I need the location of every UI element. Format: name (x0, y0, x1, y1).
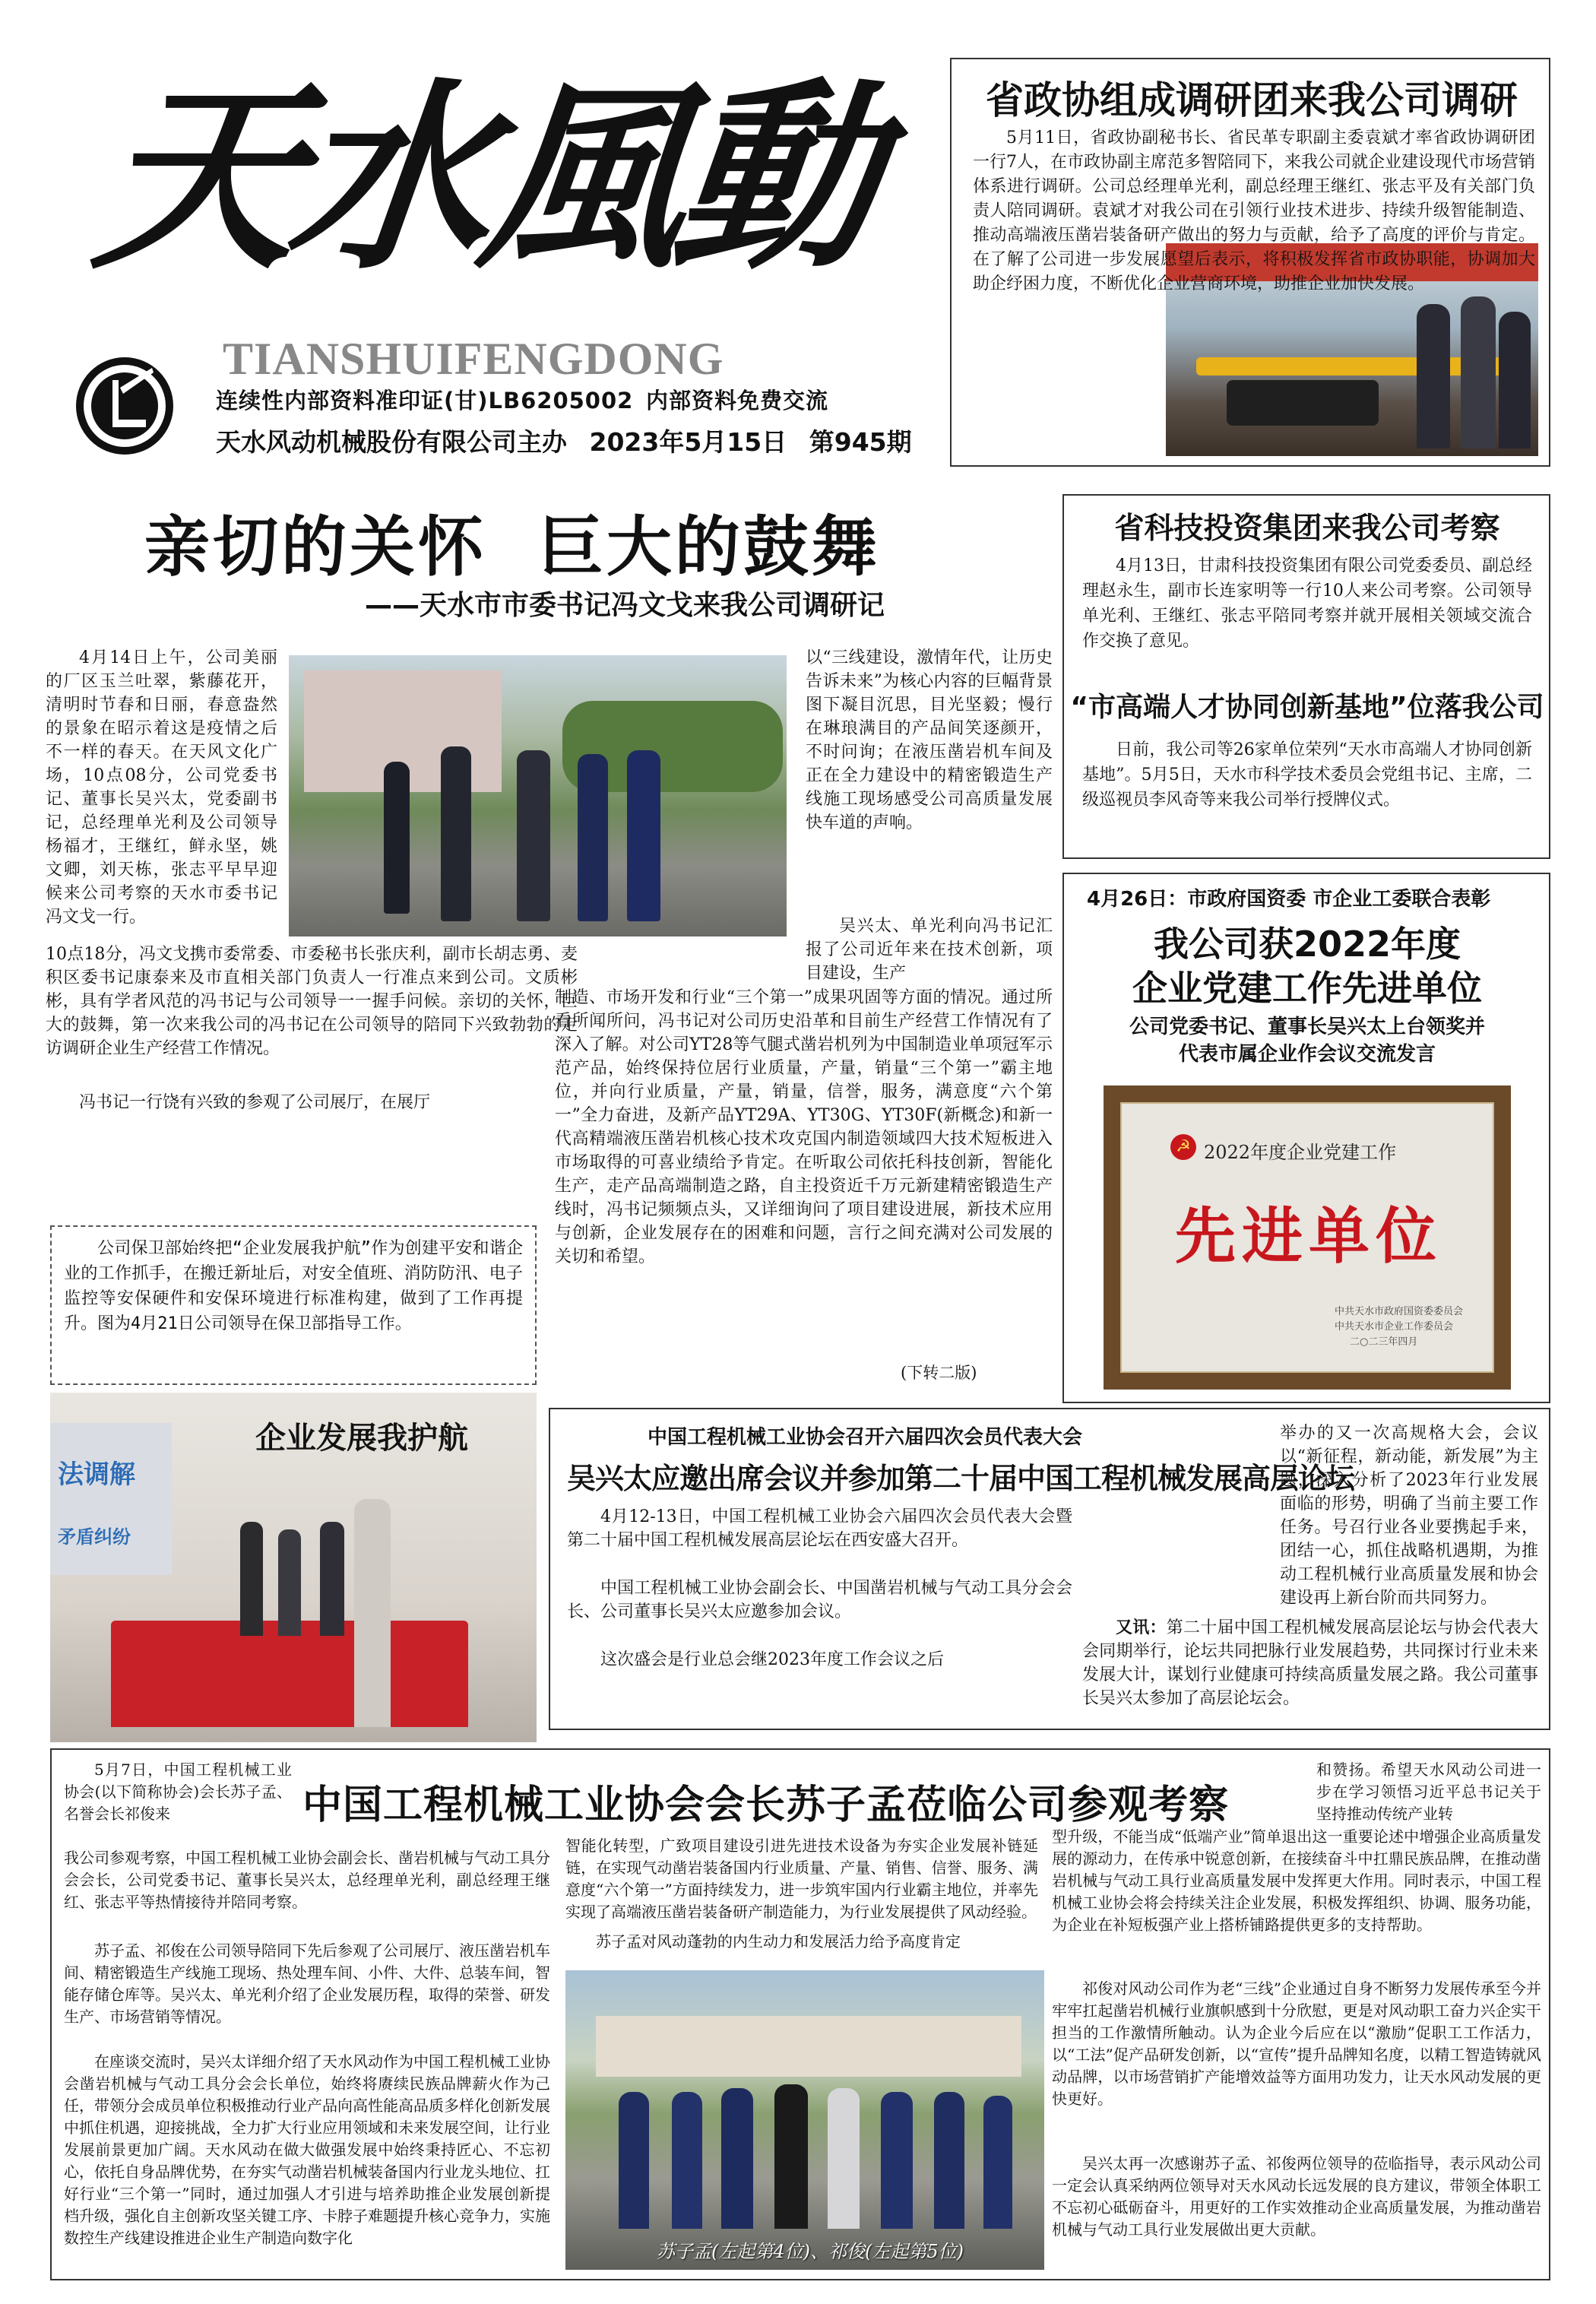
article-second-title: “市高端人才协同创新基地”位落我公司 (1070, 692, 1544, 723)
wall-sign-text-2: 矛盾纠纷 (58, 1526, 131, 1548)
logo-mark-icon (76, 357, 173, 455)
masthead-publisher: 天水风动机械股份有限公司主办 (216, 427, 567, 457)
col3-paragraph-b: 祁俊对风动公司作为老“三线”企业通过自身不断努力发展传承至今并牢牢扛起凿岩机械行业旗帜感到十分欣慰，更是对风动职工奋力兴企实干担当的工作激情所触动。认为企业今后应在以“激励”促职工工作活力，以“工法”促产品研发创新，以“宣传”提升品牌知名度，以精工智造铸就风动品牌，以市场营销扩产能增效益等方面用功发力，让天水风动发展的更快更好。 (1052, 1979, 1541, 2108)
lead-headline: 亲切的关怀 巨大的鼓舞 (144, 509, 880, 585)
award-kicker: 4月26日：市政府国资委 市企业工委联合表彰 (1087, 888, 1491, 911)
lead-right-column-mid: 吴兴太、单光利向冯书记汇报了公司近年来在技术创新，项目建设，生产 (806, 917, 1053, 983)
col1-paragraph-c: 在座谈交流时，吴兴太详细介绍了天水风动作为中国工程机械工业协会凿岩机械与气动工具分会会长单位，始终将赓续民族品牌薪火作为己任，带领分会成员单位积极推动行业产品向高性能高品质多样化创新发展中抓住机遇，迎接挑战，全力扩大行业应用领域和未来发展空间，让行业发展前景更加广阔。天水风动在做大做强发展中始终秉持匠心、不忘初心，依托自身品牌优势，在夯实气动凿岩机械装备国内行业龙头地位、扛好行业“三个第一”同时，通过加强人才引进与培养助推企业发展创新提档升级，强化自主创新攻坚关键工序、卡脖子难题提升核心竞争力，实施数控生产线建设推进企业生产制造向数字化 (64, 2052, 550, 2247)
col1-paragraph-a: 我公司参观考察，中国工程机械工业协会副会长、凿岩机械与气动工具分会会长，公司党委书记、董事长吴兴太，总经理单光利，副总经理王继红、张志平等热情接待并陪同考察。 (64, 1849, 550, 1911)
masthead-permit: 连续性内部资料准印证(甘)LB6205002 (216, 388, 634, 414)
award-subtitle-line-1: 公司党委书记、董事长吴兴太上台领奖并 (1129, 1016, 1485, 1038)
col3-paragraph-c: 吴兴太再一次感谢苏子孟、祁俊两位领导的莅临指导，表示风动公司一定会认真采纳两位领导对天水风动长远发展的良方建议，带领全体职工不忘初心砥砺奋斗，用更好的工作实效推动企业高质量发展，为推动凿岩机械与气动工具行业发展做出更大贡献。 (1052, 2154, 1541, 2239)
article-second-body: 日前，我公司等26家单位荣列“天水市高端人才协同创新基地”。5月5日，天水市科学技术委员会党组书记、主席，二级巡视员李风奇等来我公司举行授牌仪式。 (1082, 740, 1532, 810)
forum-note-text: 第二十届中国工程机械发展高层论坛与协会代表大会同期举行，论坛共同把脉行业发展趋势，共同探讨行业未来发展大计，谋划行业健康可持续高质量发展之路。我公司董事长吴兴太参加了高层论坛会。 (1082, 1618, 1538, 1708)
col1-paragraph-b: 苏子孟、祁俊在公司领导陪同下先后参观了公司展厅、液压凿岩机车间、精密锻造生产线施工现场、热处理车间、小件、大件、总装车间，智能存储仓库等。吴兴太、单光利介绍了企业发展历程，取得的荣誉、研发生产、市场营销等情况。 (64, 1941, 550, 2026)
article-title: 省政协组成调研团来我公司调研 (986, 78, 1518, 122)
col1-top-text: 5月7日，中国工程机械工业协会(以下简称协会)会长苏子孟、名誉会长祁俊来 (64, 1760, 292, 1823)
plaque-heading: 2022年度企业党建工作 (1204, 1142, 1397, 1163)
forum-paragraph-3: 这次盛会是行业总会继2023年度工作会议之后 (600, 1650, 944, 1669)
masthead-free-circulation: 内部资料免费交流 (646, 388, 829, 414)
lead-wide-paragraph-1: 10点18分，冯文戈携市委常委、市委秘书长张庆利，副市长胡志勇、麦积区委书记康泰来及市直相关部门负责人一行准点来到公司。文质彬彬，具有学者风范的冯书记与公司领导一一握手问候。亲切的关怀，巨大的鼓舞，第一次来我公司的冯书记在公司领导的陪同下兴致勃勃的走访调研企业生产经营工作情况。 (46, 945, 578, 1058)
article-investment-group (1062, 494, 1550, 859)
col2-paragraph-b: 苏子孟对风动蓬勃的内生动力和发展活力给予高度肯定 (596, 1932, 961, 1951)
wall-sign-text: 法调解 (58, 1459, 135, 1490)
plaque-main-text: 先进单位 (1175, 1200, 1442, 1272)
forum-note-label: 又讯： (1116, 1618, 1167, 1637)
lead-right-long-paragraph: 制造、市场开发和行业“三个第一”成果巩固等方面的情况。通过所看所闻所问，冯书记对公司历史沿革和目前生产经营工作情况有了深入了解。对公司YT28等气腿式凿岩机列为中国制造业单项冠军示范产品，始终保持位居行业质量，产量，销量“三个第一”霸主地位，并向行业质量，产量，销量，信誉，服务，满意度“六个第一”全力奋进，及新产品YT29A、YT30G、YT30F(新概念)和新一代高精端液压凿岩机核心技术攻克国内制造领域四大技术短板进入市场取得的可喜业绩给予肯定。在听取公司依托科技创新，智能化生产，走产品高端制造之路，自主投资近千万元新建精密锻造生产线时，冯书记频频点头，又详细询问了项目建设进展，新技术应用与创新，企业发展存在的困难和问题，言行之间充满对公司发展的关切和希望。 (555, 988, 1053, 1266)
lead-subheadline: ——天水市市委书记冯文戈来我公司调研记 (365, 590, 885, 621)
forum-paragraph-2: 中国工程机械工业协会副会长、中国凿岩机械与气动工具分会会长、公司董事长吴兴太应邀参加会议。 (567, 1579, 1072, 1621)
forum-paragraph-1: 4月12-13日，中国工程机械工业协会六届四次会员代表大会暨第二十届中国工程机械发展高层论坛在西安盛大召开。 (567, 1507, 1072, 1550)
article-president-visit (50, 1748, 1550, 2280)
party-emblem-icon: ☭ (1170, 1134, 1196, 1160)
masthead-issue: 第945期 (809, 427, 912, 457)
award-plaque (1104, 1085, 1511, 1390)
plaque-issuer-2: 中共天水市企业工作委员会 (1335, 1321, 1454, 1333)
col3-top-text: 和赞扬。希望天水风动公司进一步在学习领悟习近平总书记关于坚持推动传统产业转 (1316, 1760, 1541, 1823)
award-title-line-2: 企业党建工作先进单位 (1132, 968, 1482, 1009)
company-logo (76, 357, 173, 455)
security-dept-notice (50, 1225, 537, 1385)
col3-paragraph-a: 型升级，不能当成“低端产业”简单退出这一重要论述中增强企业高质量发展的源动力，在传承中锐意创新，在接续奋斗中扛鼎民族品牌，在推动凿岩机械与气动工具行业高质量发展中发挥更大作用。同时表示，中国工程机械工业协会将会持续关注企业发展，积极发挥组织、协调、服务功能，为企业在补短板强产业上搭桥铺路提供更多的支持帮助。 (1052, 1827, 1541, 1934)
party-secretary-visit-photo (289, 655, 787, 936)
security-notice-text: 公司保卫部始终把“企业发展我护航”作为创建平安和谐企业的工作抓手，在搬迁新址后，对安全值班、消防防汛、电子监控等安保硬件和安保环境进行标准构建，做到了工作再提升。图为4月21日公司领导在保卫部指导工作。 (64, 1239, 523, 1333)
plaque-date: 二○二三年四月 (1350, 1336, 1418, 1348)
forum-additional-note (1082, 1616, 1538, 1710)
lead-wide-paragraph-2: 冯书记一行饶有兴致的参观了公司展厅，在展厅 (79, 1093, 431, 1112)
security-photo (50, 1393, 537, 1742)
group-photo (565, 1970, 1044, 2270)
security-photo-title: 企业发展我护航 (255, 1421, 468, 1456)
article-body: 4月13日，甘肃科技投资集团有限公司党委委员、副总经理赵永生，副市长连家明等一行10人来公司考察。公司领导单光利、王继红、张志平陪同考察并就开展相关领域交流合作交换了意见。 (1082, 556, 1532, 651)
lead-right-column-top: 以“三线建设，激情年代，让历史告诉未来”为核心内容的巨幅背景图下凝目沉思，目光坚毅；慢行在琳琅满目的产品间笑逐颜开，不时问询；在液压凿岩机车间及正在全力建设中的精密锻造生产线施工现场感受公司高质量发展快车道的声响。 (806, 648, 1053, 832)
award-title-line-1: 我公司获2022年度 (1153, 924, 1461, 965)
president-visit-title: 中国工程机械工业协会会长苏子孟莅临公司参观考察 (302, 1783, 1230, 1828)
lead-left-column: 4月14日上午，公司美丽的厂区玉兰吐翠，紫藤花开，清明时节春和日丽，春意盎然的景象在昭示着这是疫情之后不一样的春天。在天风文化广场，10点08分，公司党委书记、董事长吴兴太，党委副书记，总经理单光利及公司领导杨福才，王继红，鲜永坚，姚文卿，刘天栋，张志平早早迎候来公司考察的天水市委书记冯文戈一行。 (46, 648, 277, 927)
forum-title: 吴兴太应邀出席会议并参加第二十届中国工程机械发展高层论坛 (567, 1462, 1355, 1495)
article-body: 5月11日，省政协副秘书长、省民革专职副主委袁斌才率省政协调研团一行7人，在市政协副主席范多智陪同下，来我公司就企业建设现代市场营销体系进行调研。公司总经理单光利，副总经理王继红、张志平及有关部门负责人陪同调研。袁斌才对我公司在引领行业技术进步、持续升级智能制造、推动高端液压凿岩装备研产做出的努力与贡献，给予了高度的评价与肯定。在了解了公司进一步发展愿望后表示，将积极发挥省市政协职能，协调加大助企纾困力度，不断优化企业营商环境，助推企业加快发展。 (973, 128, 1535, 293)
masthead-date: 2023年5月15日 (589, 427, 787, 457)
masthead-latin-title: TIANSHUIFENGDONG (223, 334, 724, 384)
award-subtitle-line-2: 代表市属企业作会议交流发言 (1178, 1043, 1436, 1066)
article-party-building-award (1062, 873, 1550, 1403)
article-cmif-forum (549, 1408, 1550, 1730)
group-photo-caption: 苏子孟(左起第4位)、祁俊(左起第5位) (657, 2241, 964, 2262)
masthead-dateline (216, 423, 912, 458)
col2-top-text: 智能化转型，广致项目建设引进先进技术设备为夯实企业发展补链延链，在实现气动凿岩装备国内行业质量、产量、销售、信誉、服务、满意度“六个第一”方面持续发力，进一步筑牢国内行业霸主地位，并率先实现了高端液压凿岩装备研产制造能力，为行业发展提供了风动经验。 (565, 1837, 1038, 1921)
masthead (46, 53, 935, 467)
article-title: 省科技投资集团来我公司考察 (1114, 512, 1500, 546)
forum-kicker: 中国工程机械工业协会召开六届四次会员代表大会 (648, 1426, 1083, 1449)
continued-notice: (下转二版) (901, 1364, 977, 1382)
masthead-calligraphy-title: 天水風動 (86, 60, 881, 296)
article-cppcc-visit (950, 58, 1550, 467)
forum-right-column: 举办的又一次高规格大会，会议以“新征程，新动能，新发展”为主题，深入分析了2023年行业发展面临的形势，明确了当前主要工作任务。号召行业各业要携起手来，团结一心，抓住战略机遇期，为推动工程机械行业高质量发展和协会建设再上新台阶而共同努力。 (1280, 1424, 1538, 1608)
plaque-issuer-1: 中共天水市政府国资委委员会 (1335, 1306, 1464, 1317)
